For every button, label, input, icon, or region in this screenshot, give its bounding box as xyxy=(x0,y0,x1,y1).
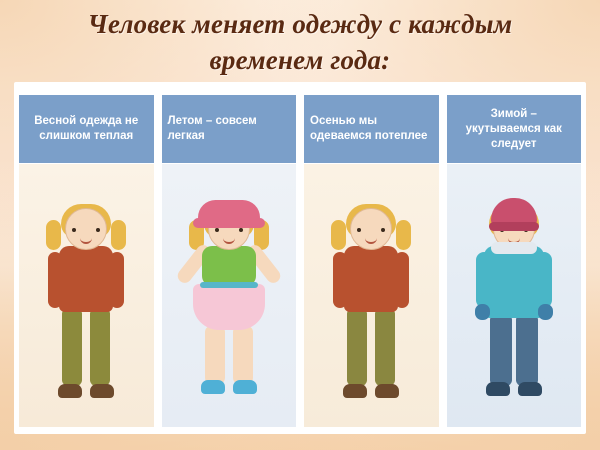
shoe-left xyxy=(201,380,225,394)
leg-right xyxy=(90,308,110,386)
eye-right xyxy=(239,228,243,232)
t-shirt xyxy=(202,246,256,286)
jacket xyxy=(344,246,398,312)
hair-pigtail-left xyxy=(46,220,61,250)
jacket xyxy=(59,246,113,312)
page-title-line-1: Человек меняет одежду с каждым xyxy=(87,9,513,39)
table-cell-summer-image xyxy=(161,164,298,428)
table-cell-spring-image xyxy=(18,164,155,428)
winter-hat-brim xyxy=(489,222,539,231)
leg-right xyxy=(233,326,253,384)
figure-winter xyxy=(466,208,562,413)
shoe-right xyxy=(90,384,114,398)
scarf xyxy=(491,242,537,254)
seasons-table xyxy=(18,94,582,428)
mitten-right xyxy=(538,304,553,320)
boot-right xyxy=(518,382,542,396)
page-title xyxy=(0,6,600,78)
winter-coat xyxy=(484,246,544,318)
table-column-autumn xyxy=(303,94,440,428)
belt xyxy=(200,282,258,288)
shoe-right xyxy=(233,380,257,394)
eye-left xyxy=(215,228,219,232)
figure-spring xyxy=(38,208,134,413)
shoe-left xyxy=(343,384,367,398)
column-header-winter: Зимой – укутываемся как следует xyxy=(446,94,583,164)
sun-hat-brim xyxy=(193,218,265,228)
page-title-line-2: временем года: xyxy=(209,45,391,75)
mitten-left xyxy=(475,304,490,320)
leg-right xyxy=(375,308,395,386)
table-column-spring xyxy=(18,94,155,428)
table-column-summer xyxy=(161,94,298,428)
photo-spring xyxy=(19,164,154,427)
leg-left xyxy=(205,326,225,384)
hair-pigtail-left xyxy=(331,220,346,250)
boot-left xyxy=(486,382,510,396)
table-cell-winter-image xyxy=(446,164,583,428)
shoe-left xyxy=(58,384,82,398)
leg-left xyxy=(490,314,512,386)
column-header-autumn: Осенью мы одеваемся потеплее xyxy=(303,94,440,164)
shoe-right xyxy=(375,384,399,398)
hair-pigtail-right xyxy=(111,220,126,250)
leg-left xyxy=(62,308,82,386)
photo-winter xyxy=(447,164,582,427)
figure-autumn xyxy=(323,208,419,413)
skirt xyxy=(193,284,265,330)
column-header-summer: Летом – совсем легкая xyxy=(161,94,298,164)
column-header-spring: Весной одежда не слишком теплая xyxy=(18,94,155,164)
leg-left xyxy=(347,308,367,386)
photo-autumn xyxy=(304,164,439,427)
photo-summer xyxy=(162,164,297,427)
table-cell-autumn-image xyxy=(303,164,440,428)
figure-summer xyxy=(181,208,277,413)
table-column-winter xyxy=(446,94,583,428)
leg-right xyxy=(516,314,538,386)
hair-pigtail-right xyxy=(396,220,411,250)
